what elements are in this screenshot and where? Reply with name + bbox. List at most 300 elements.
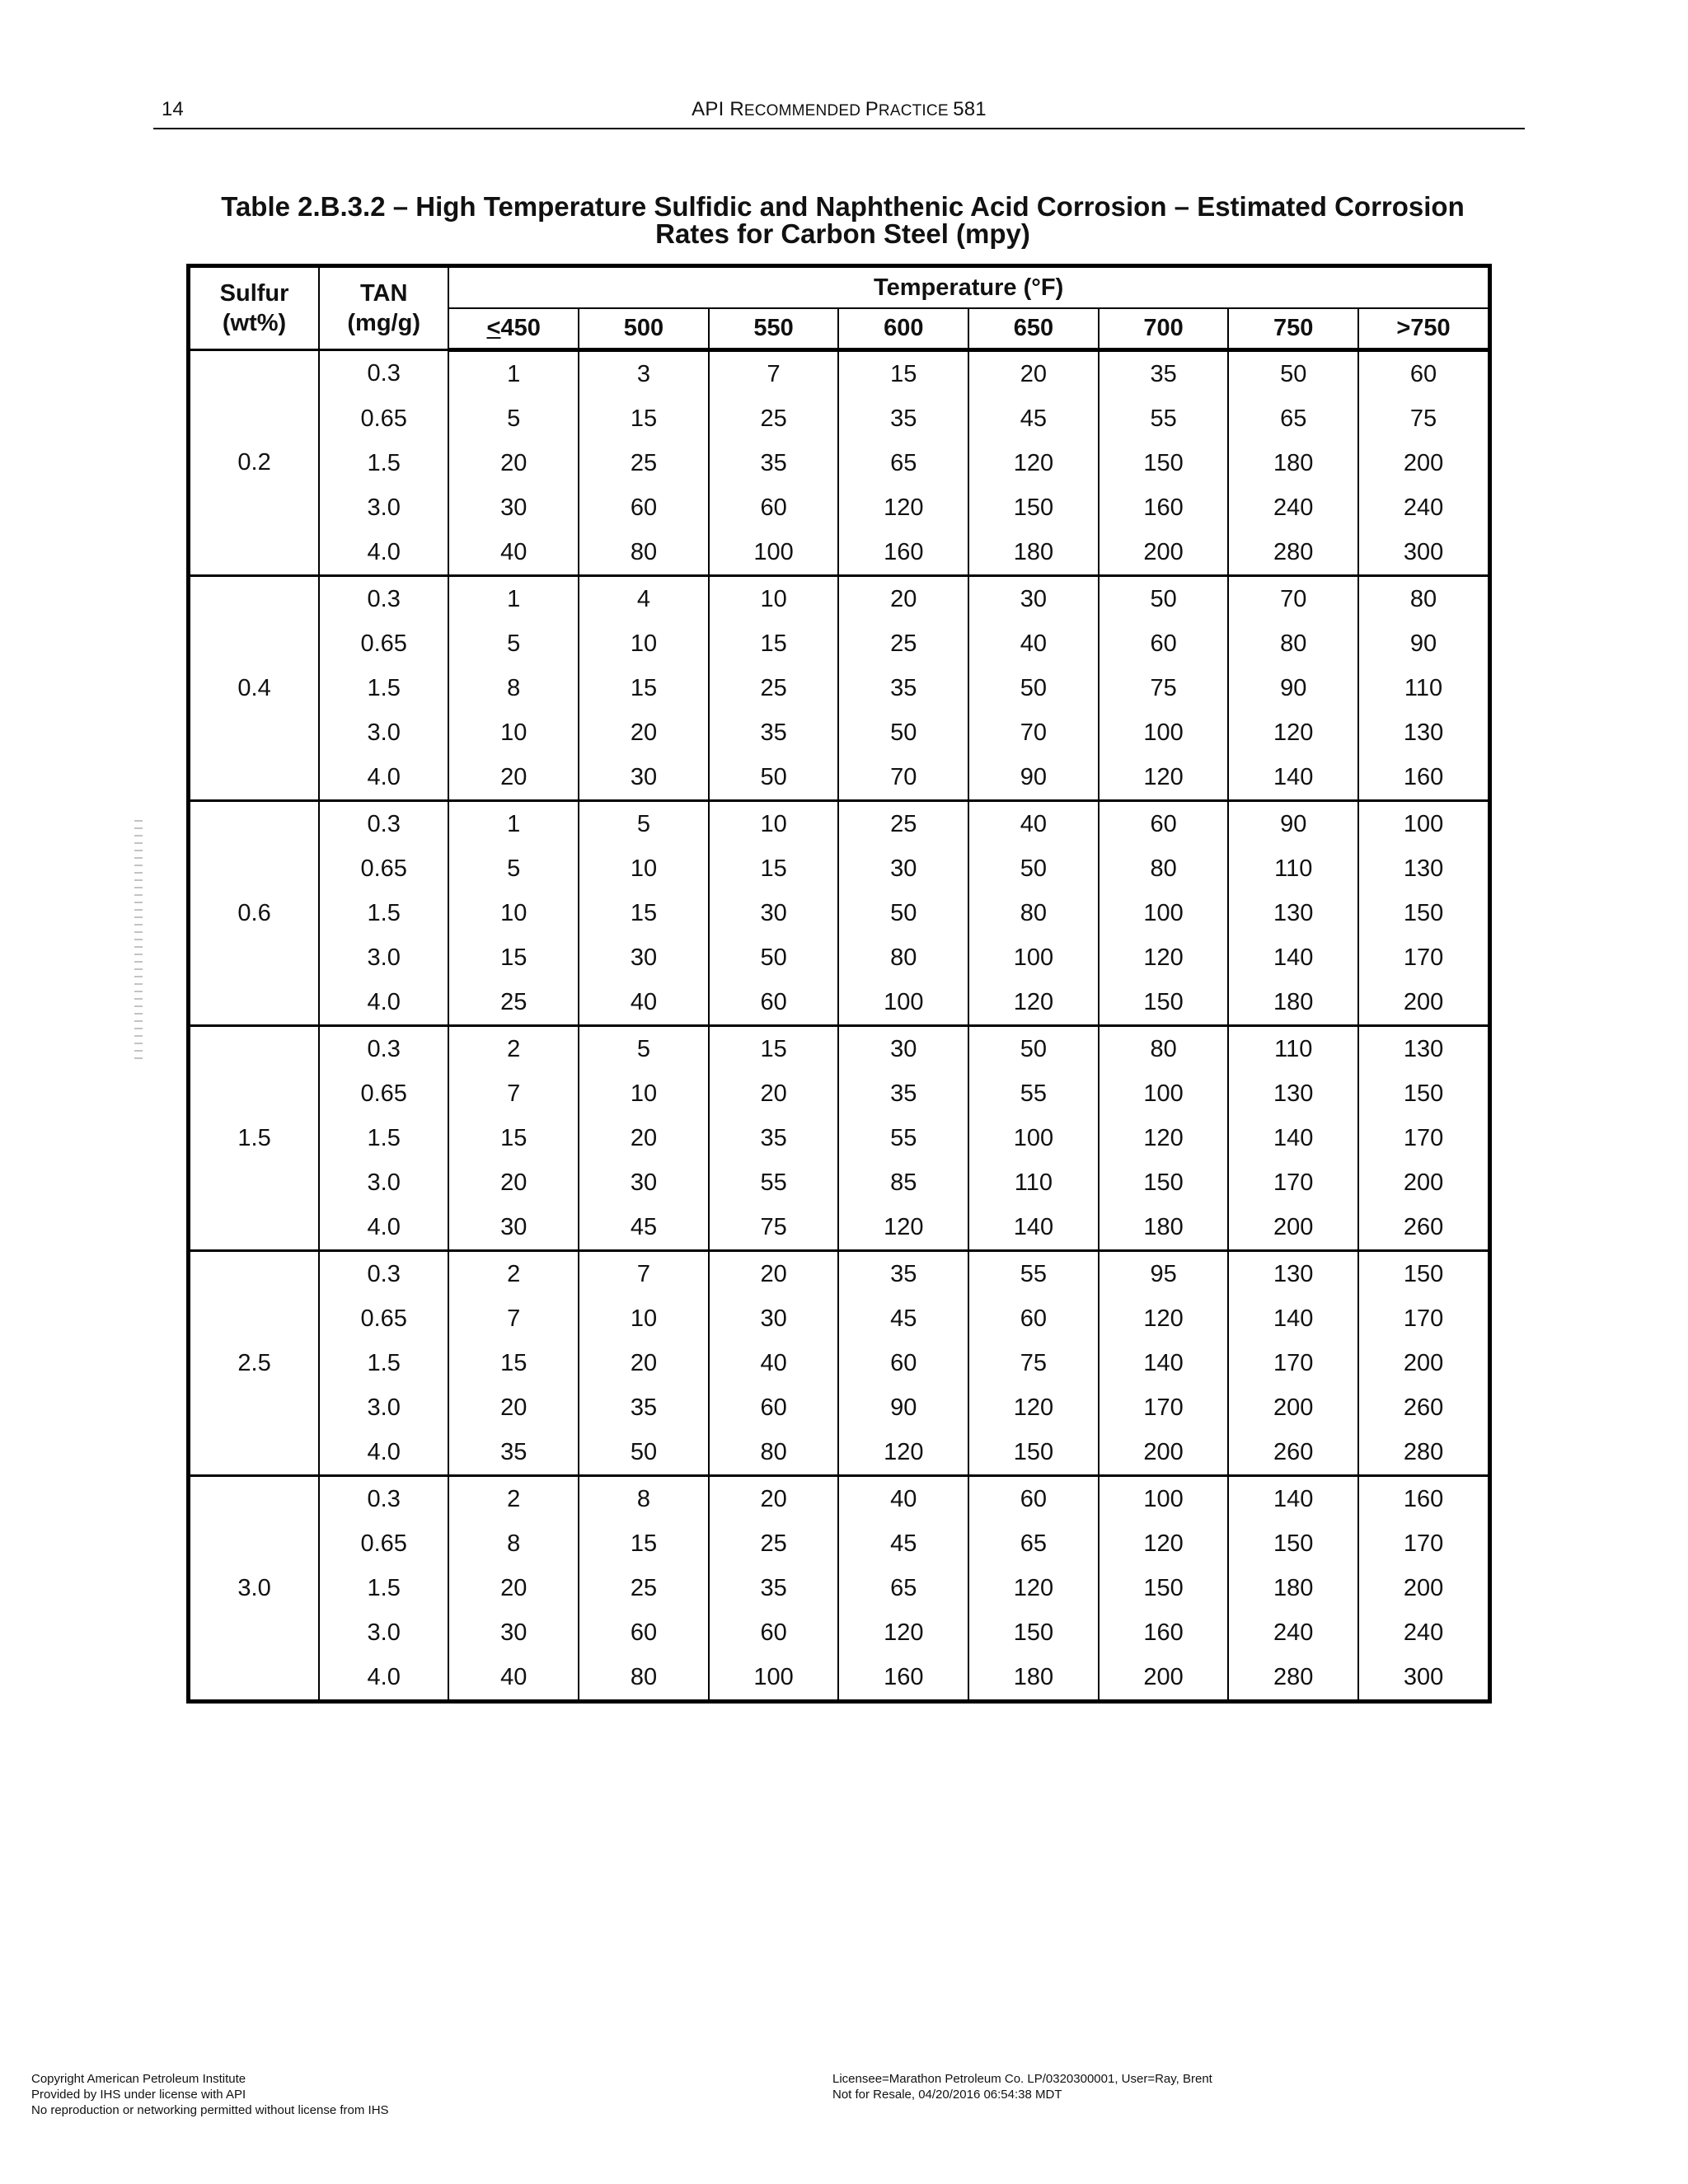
corrosion-rate-cell: 15 — [448, 1341, 579, 1385]
tan-value-cell: 4.0 — [319, 1205, 448, 1251]
corrosion-rate-cell: 120 — [1228, 710, 1358, 755]
corrosion-rate-cell: 60 — [1099, 621, 1229, 666]
table-row — [189, 1116, 1490, 1160]
corrosion-rate-cell: 80 — [579, 1655, 709, 1702]
corrosion-rate-cell: 35 — [448, 1430, 579, 1476]
corrosion-rate-cell: 100 — [1358, 801, 1489, 847]
corrosion-rate-cell: 120 — [1099, 935, 1229, 980]
table-row — [189, 710, 1490, 755]
corrosion-rate-cell: 100 — [838, 980, 968, 1026]
corrosion-rate-cell: 7 — [709, 350, 839, 397]
corrosion-rate-cell: 100 — [968, 935, 1099, 980]
corrosion-rate-cell: 180 — [1228, 441, 1358, 485]
corrosion-rate-cell: 40 — [448, 530, 579, 576]
corrosion-rate-cell: 120 — [838, 485, 968, 530]
table-row — [189, 350, 1490, 397]
corrosion-rate-cell: 140 — [1228, 755, 1358, 801]
corrosion-rate-cell: 60 — [968, 1476, 1099, 1522]
corrosion-rate-cell: 1 — [448, 576, 579, 622]
corrosion-rate-cell: 150 — [1358, 891, 1489, 935]
corrosion-rate-cell: 60 — [709, 485, 839, 530]
corrosion-rate-cell: 180 — [968, 1655, 1099, 1702]
corrosion-rate-cell: 1 — [448, 350, 579, 397]
table-row — [189, 1160, 1490, 1205]
tan-value-cell: 0.3 — [319, 1026, 448, 1072]
corrosion-rate-cell: 70 — [968, 710, 1099, 755]
corrosion-rate-cell: 120 — [1099, 1521, 1229, 1566]
corrosion-rate-cell: 200 — [1099, 530, 1229, 576]
corrosion-rate-cell: 150 — [1099, 980, 1229, 1026]
corrosion-rate-cell: 75 — [1358, 396, 1489, 441]
tan-value-cell: 0.65 — [319, 846, 448, 891]
corrosion-rate-cell: 140 — [1228, 1296, 1358, 1341]
corrosion-rate-cell: 150 — [968, 1430, 1099, 1476]
corrosion-rate-cell: 40 — [968, 621, 1099, 666]
table-row — [189, 935, 1490, 980]
corrosion-rate-cell: 50 — [709, 935, 839, 980]
corrosion-rate-cell: 10 — [448, 710, 579, 755]
corrosion-rate-cell: 80 — [579, 530, 709, 576]
corrosion-rate-cell: 20 — [448, 441, 579, 485]
corrosion-rate-cell: 45 — [968, 396, 1099, 441]
corrosion-rate-cell: 20 — [709, 1251, 839, 1297]
corrosion-rate-cell: 45 — [579, 1205, 709, 1251]
corrosion-rate-cell: 170 — [1358, 1116, 1489, 1160]
corrosion-rate-cell: 5 — [448, 396, 579, 441]
corrosion-rate-cell: 40 — [579, 980, 709, 1026]
corrosion-rate-cell: 55 — [968, 1251, 1099, 1297]
corrosion-rate-cell: 65 — [838, 1566, 968, 1610]
corrosion-rate-cell: 35 — [838, 1071, 968, 1116]
corrosion-rate-cell: 40 — [968, 801, 1099, 847]
corrosion-rate-cell: 80 — [838, 935, 968, 980]
table-row — [189, 485, 1490, 530]
corrosion-rate-cell: 50 — [1099, 576, 1229, 622]
corrosion-rate-cell: 160 — [838, 530, 968, 576]
page-number: 14 — [162, 98, 184, 120]
corrosion-rate-cell: 120 — [1099, 1296, 1229, 1341]
corrosion-rate-cell: 7 — [448, 1296, 579, 1341]
corrosion-rate-cell: 240 — [1358, 485, 1489, 530]
corrosion-rate-cell: 20 — [709, 1071, 839, 1116]
temperature-column-header: >750 — [1358, 308, 1489, 350]
temperature-column-header: 600 — [838, 308, 968, 350]
corrosion-rate-cell: 30 — [579, 935, 709, 980]
corrosion-rate-cell: 200 — [1358, 1566, 1489, 1610]
sulfur-value-cell: 0.4 — [189, 576, 320, 801]
corrosion-rate-cell: 35 — [709, 441, 839, 485]
corrosion-rate-cell: 10 — [579, 621, 709, 666]
corrosion-rate-cell: 140 — [1099, 1341, 1229, 1385]
corrosion-rate-cell: 90 — [838, 1385, 968, 1430]
corrosion-rate-cell: 20 — [448, 1566, 579, 1610]
corrosion-rate-cell: 100 — [1099, 1476, 1229, 1522]
corrosion-rate-cell: 200 — [1099, 1655, 1229, 1702]
corrosion-rate-cell: 65 — [838, 441, 968, 485]
tan-value-cell: 1.5 — [319, 1116, 448, 1160]
corrosion-rate-cell: 30 — [838, 1026, 968, 1072]
corrosion-rate-cell: 130 — [1228, 1251, 1358, 1297]
corrosion-rate-cell: 160 — [1099, 485, 1229, 530]
tan-value-cell: 0.3 — [319, 1251, 448, 1297]
table-row — [189, 441, 1490, 485]
corrosion-rate-cell: 170 — [1358, 1521, 1489, 1566]
corrosion-rate-cell: 200 — [1358, 1341, 1489, 1385]
table-row — [189, 621, 1490, 666]
corrosion-rate-cell: 50 — [838, 710, 968, 755]
tan-value-cell: 1.5 — [319, 666, 448, 710]
corrosion-rate-cell: 10 — [579, 1071, 709, 1116]
corrosion-rate-cell: 85 — [838, 1160, 968, 1205]
corrosion-rate-cell: 35 — [709, 1116, 839, 1160]
corrosion-rate-cell: 2 — [448, 1026, 579, 1072]
corrosion-rate-cell: 40 — [448, 1655, 579, 1702]
corrosion-rate-cell: 20 — [709, 1476, 839, 1522]
corrosion-rate-cell: 25 — [709, 666, 839, 710]
tan-value-cell: 3.0 — [319, 1610, 448, 1655]
corrosion-rate-cell: 240 — [1358, 1610, 1489, 1655]
corrosion-rate-cell: 20 — [579, 1116, 709, 1160]
corrosion-rate-cell: 60 — [1358, 350, 1489, 397]
corrosion-rate-cell: 15 — [448, 1116, 579, 1160]
corrosion-rate-cell: 2 — [448, 1251, 579, 1297]
corrosion-rate-cell: 80 — [1228, 621, 1358, 666]
table-caption-line-2: Rates for Carbon Steel (mpy) — [655, 218, 1030, 249]
corrosion-rate-cell: 100 — [709, 530, 839, 576]
corrosion-rate-cell: 80 — [1358, 576, 1489, 622]
temperature-column-header: <450 — [448, 308, 579, 350]
footer-license: Licensee=Marathon Petroleum Co. LP/0320300001, User=Ray, Brent Not for Resale, 04/20/2016 06:54:38 MDT — [832, 2072, 1212, 2102]
tan-value-cell: 0.65 — [319, 621, 448, 666]
corrosion-rate-cell: 15 — [579, 396, 709, 441]
corrosion-rate-cell: 60 — [579, 485, 709, 530]
corrosion-rate-cell: 130 — [1358, 846, 1489, 891]
corrosion-rate-cell: 25 — [709, 1521, 839, 1566]
corrosion-rate-cell: 90 — [1228, 801, 1358, 847]
corrosion-rate-cell: 100 — [1099, 1071, 1229, 1116]
corrosion-rate-cell: 100 — [1099, 891, 1229, 935]
corrosion-rate-cell: 30 — [968, 576, 1099, 622]
table-row — [189, 1071, 1490, 1116]
table-caption — [165, 193, 1521, 247]
corrosion-rate-cell: 15 — [709, 846, 839, 891]
corrosion-rate-cell: 180 — [1228, 1566, 1358, 1610]
corrosion-rate-cell: 1 — [448, 801, 579, 847]
tan-value-cell: 4.0 — [319, 1430, 448, 1476]
corrosion-rate-cell: 20 — [579, 1341, 709, 1385]
corrosion-rate-cell: 30 — [579, 755, 709, 801]
corrosion-rate-cell: 60 — [838, 1341, 968, 1385]
corrosion-rate-cell: 150 — [1228, 1521, 1358, 1566]
corrosion-rate-cell: 55 — [709, 1160, 839, 1205]
corrosion-rate-cell: 35 — [838, 666, 968, 710]
corrosion-rate-cell: 240 — [1228, 485, 1358, 530]
table-row — [189, 530, 1490, 576]
corrosion-rate-cell: 280 — [1228, 530, 1358, 576]
corrosion-rate-cell: 120 — [968, 441, 1099, 485]
corrosion-rate-cell: 50 — [838, 891, 968, 935]
corrosion-rate-cell: 120 — [838, 1205, 968, 1251]
corrosion-rate-cell: 120 — [838, 1610, 968, 1655]
corrosion-rate-cell: 5 — [448, 621, 579, 666]
corrosion-rate-cell: 130 — [1358, 710, 1489, 755]
table-row — [189, 846, 1490, 891]
corrosion-rate-cell: 50 — [709, 755, 839, 801]
corrosion-rate-cell: 180 — [968, 530, 1099, 576]
corrosion-rate-cell: 2 — [448, 1476, 579, 1522]
corrosion-rate-cell: 120 — [968, 1566, 1099, 1610]
corrosion-rate-cell: 160 — [1099, 1610, 1229, 1655]
corrosion-rate-cell: 35 — [709, 710, 839, 755]
corrosion-rate-cell: 100 — [709, 1655, 839, 1702]
temperature-header: Temperature (°F) — [448, 266, 1489, 309]
corrosion-rate-cell: 170 — [1228, 1160, 1358, 1205]
table-row — [189, 755, 1490, 801]
tan-value-cell: 0.3 — [319, 350, 448, 397]
table-row — [189, 980, 1490, 1026]
sulfur-value-cell: 2.5 — [189, 1251, 320, 1476]
corrosion-rate-cell: 70 — [838, 755, 968, 801]
corrosion-rate-cell: 50 — [968, 846, 1099, 891]
corrosion-rate-cell: 5 — [579, 1026, 709, 1072]
corrosion-rate-cell: 260 — [1358, 1205, 1489, 1251]
corrosion-rate-cell: 30 — [448, 1610, 579, 1655]
corrosion-rate-cell: 30 — [579, 1160, 709, 1205]
corrosion-rate-cell: 60 — [579, 1610, 709, 1655]
tan-value-cell: 3.0 — [319, 1160, 448, 1205]
corrosion-rate-cell: 30 — [448, 1205, 579, 1251]
corrosion-rate-cell: 40 — [709, 1341, 839, 1385]
temperature-column-header: 750 — [1228, 308, 1358, 350]
corrosion-rate-cell: 40 — [838, 1476, 968, 1522]
tan-value-cell: 3.0 — [319, 710, 448, 755]
corrosion-rate-cell: 140 — [1228, 1476, 1358, 1522]
tan-value-cell: 4.0 — [319, 1655, 448, 1702]
table-row — [189, 1385, 1490, 1430]
sulfur-value-cell: 1.5 — [189, 1026, 320, 1251]
corrosion-rate-cell: 45 — [838, 1296, 968, 1341]
corrosion-rate-cell: 75 — [968, 1341, 1099, 1385]
corrosion-rate-cell: 110 — [968, 1160, 1099, 1205]
corrosion-rate-cell: 130 — [1228, 891, 1358, 935]
sulfur-value-cell: 0.2 — [189, 350, 320, 576]
corrosion-rate-cell: 65 — [1228, 396, 1358, 441]
table-row — [189, 1430, 1490, 1476]
corrosion-rate-cell: 200 — [1228, 1205, 1358, 1251]
corrosion-rate-cell: 10 — [709, 576, 839, 622]
corrosion-rate-cell: 150 — [1358, 1071, 1489, 1116]
corrosion-rate-cell: 5 — [448, 846, 579, 891]
corrosion-rate-cell: 170 — [1228, 1341, 1358, 1385]
running-title: API RECOMMENDED PRACTICE 581 — [692, 98, 987, 120]
corrosion-rate-cell: 50 — [1228, 350, 1358, 397]
table-row — [189, 1341, 1490, 1385]
page-header — [153, 96, 1525, 129]
table-row — [189, 396, 1490, 441]
corrosion-rate-cell: 8 — [448, 1521, 579, 1566]
corrosion-rate-cell: 7 — [448, 1071, 579, 1116]
table-row — [189, 1296, 1490, 1341]
corrosion-rate-cell: 60 — [1099, 801, 1229, 847]
table-row — [189, 891, 1490, 935]
corrosion-rate-cell: 180 — [1228, 980, 1358, 1026]
corrosion-rate-cell: 180 — [1099, 1205, 1229, 1251]
corrosion-rate-cell: 90 — [968, 755, 1099, 801]
corrosion-rate-cell: 100 — [968, 1116, 1099, 1160]
corrosion-rate-cell: 160 — [838, 1655, 968, 1702]
corrosion-rate-cell: 50 — [968, 666, 1099, 710]
corrosion-rate-cell: 70 — [1228, 576, 1358, 622]
tan-value-cell: 0.3 — [319, 801, 448, 847]
corrosion-rate-cell: 30 — [448, 485, 579, 530]
corrosion-rate-cell: 55 — [1099, 396, 1229, 441]
corrosion-rate-cell: 90 — [1358, 621, 1489, 666]
corrosion-rate-cell: 7 — [579, 1251, 709, 1297]
corrosion-rate-cell: 150 — [1099, 1160, 1229, 1205]
tan-value-cell: 0.65 — [319, 1521, 448, 1566]
corrosion-rate-cell: 280 — [1228, 1655, 1358, 1702]
corrosion-rate-cell: 55 — [968, 1071, 1099, 1116]
corrosion-rate-cell: 30 — [838, 846, 968, 891]
corrosion-rate-cell: 8 — [448, 666, 579, 710]
tan-value-cell: 3.0 — [319, 1385, 448, 1430]
table-row — [189, 666, 1490, 710]
corrosion-rate-cell: 30 — [709, 1296, 839, 1341]
corrosion-rate-cell: 100 — [1099, 710, 1229, 755]
table-row — [189, 1610, 1490, 1655]
sulfur-column-header: Sulfur (wt%) — [189, 266, 320, 350]
corrosion-rate-cell: 5 — [579, 801, 709, 847]
tan-value-cell: 0.3 — [319, 1476, 448, 1522]
corrosion-rate-table — [186, 264, 1492, 1704]
corrosion-rate-cell: 15 — [579, 666, 709, 710]
table-row — [189, 1655, 1490, 1702]
corrosion-rate-cell: 140 — [1228, 935, 1358, 980]
sulfur-value-cell: 3.0 — [189, 1476, 320, 1702]
corrosion-rate-cell: 35 — [579, 1385, 709, 1430]
corrosion-rate-cell: 150 — [968, 485, 1099, 530]
corrosion-rate-cell: 20 — [579, 710, 709, 755]
corrosion-rate-cell: 95 — [1099, 1251, 1229, 1297]
corrosion-rate-cell: 200 — [1358, 1160, 1489, 1205]
corrosion-rate-cell: 300 — [1358, 530, 1489, 576]
corrosion-rate-cell: 80 — [1099, 846, 1229, 891]
tan-value-cell: 1.5 — [319, 891, 448, 935]
corrosion-rate-cell: 4 — [579, 576, 709, 622]
corrosion-rate-cell: 260 — [1358, 1385, 1489, 1430]
corrosion-rate-cell: 30 — [709, 891, 839, 935]
tan-value-cell: 0.65 — [319, 396, 448, 441]
table-body — [189, 350, 1490, 1702]
corrosion-rate-cell: 60 — [709, 1385, 839, 1430]
table-row — [189, 1566, 1490, 1610]
tan-value-cell: 1.5 — [319, 1566, 448, 1610]
tan-value-cell: 3.0 — [319, 485, 448, 530]
temperature-column-header: 500 — [579, 308, 709, 350]
corrosion-rate-cell: 25 — [838, 801, 968, 847]
corrosion-rate-cell: 130 — [1228, 1071, 1358, 1116]
corrosion-rate-cell: 200 — [1358, 980, 1489, 1026]
corrosion-rate-cell: 80 — [968, 891, 1099, 935]
corrosion-rate-cell: 80 — [709, 1430, 839, 1476]
corrosion-rate-cell: 50 — [968, 1026, 1099, 1072]
corrosion-rate-cell: 160 — [1358, 755, 1489, 801]
corrosion-rate-cell: 20 — [448, 1385, 579, 1430]
corrosion-rate-cell: 120 — [1099, 1116, 1229, 1160]
tan-value-cell: 0.3 — [319, 576, 448, 622]
corrosion-rate-cell: 150 — [968, 1610, 1099, 1655]
temperature-column-header: 650 — [968, 308, 1099, 350]
corrosion-rate-cell: 120 — [968, 1385, 1099, 1430]
corrosion-rate-cell: 15 — [579, 891, 709, 935]
corrosion-rate-cell: 60 — [709, 980, 839, 1026]
corrosion-rate-cell: 60 — [968, 1296, 1099, 1341]
corrosion-rate-cell: 200 — [1228, 1385, 1358, 1430]
corrosion-rate-cell: 150 — [1358, 1251, 1489, 1297]
table-row — [189, 1521, 1490, 1566]
corrosion-rate-cell: 25 — [579, 1566, 709, 1610]
corrosion-rate-cell: 15 — [838, 350, 968, 397]
corrosion-rate-cell: 15 — [579, 1521, 709, 1566]
corrosion-rate-cell: 25 — [579, 441, 709, 485]
corrosion-rate-cell: 170 — [1358, 1296, 1489, 1341]
tan-value-cell: 4.0 — [319, 530, 448, 576]
table-row — [189, 801, 1490, 847]
corrosion-rate-cell: 110 — [1358, 666, 1489, 710]
temperature-column-header: 550 — [709, 308, 839, 350]
corrosion-rate-cell: 140 — [968, 1205, 1099, 1251]
tan-value-cell: 4.0 — [319, 755, 448, 801]
corrosion-rate-cell: 15 — [448, 935, 579, 980]
corrosion-rate-cell: 35 — [838, 1251, 968, 1297]
corrosion-rate-cell: 3 — [579, 350, 709, 397]
corrosion-rate-cell: 10 — [448, 891, 579, 935]
temperature-column-header: 700 — [1099, 308, 1229, 350]
corrosion-rate-cell: 60 — [709, 1610, 839, 1655]
corrosion-rate-cell: 200 — [1358, 441, 1489, 485]
corrosion-rate-cell: 120 — [1099, 755, 1229, 801]
corrosion-rate-cell: 50 — [579, 1430, 709, 1476]
corrosion-rate-cell: 300 — [1358, 1655, 1489, 1702]
corrosion-rate-cell: 140 — [1228, 1116, 1358, 1160]
corrosion-rate-cell: 25 — [838, 621, 968, 666]
corrosion-rate-cell: 240 — [1228, 1610, 1358, 1655]
corrosion-rate-cell: 200 — [1099, 1430, 1229, 1476]
table-row — [189, 1026, 1490, 1072]
margin-scan-marks — [134, 820, 143, 1059]
corrosion-rate-cell: 35 — [838, 396, 968, 441]
corrosion-rate-cell: 75 — [709, 1205, 839, 1251]
tan-value-cell: 0.65 — [319, 1071, 448, 1116]
corrosion-rate-cell: 10 — [579, 1296, 709, 1341]
tan-value-cell: 4.0 — [319, 980, 448, 1026]
corrosion-rate-cell: 25 — [448, 980, 579, 1026]
table-row — [189, 1476, 1490, 1522]
corrosion-rate-cell: 65 — [968, 1521, 1099, 1566]
corrosion-rate-cell: 8 — [579, 1476, 709, 1522]
corrosion-rate-cell: 170 — [1099, 1385, 1229, 1430]
corrosion-rate-cell: 55 — [838, 1116, 968, 1160]
table-row — [189, 1251, 1490, 1297]
corrosion-rate-cell: 110 — [1228, 846, 1358, 891]
tan-value-cell: 3.0 — [319, 935, 448, 980]
corrosion-rate-cell: 170 — [1358, 935, 1489, 980]
corrosion-rate-cell: 90 — [1228, 666, 1358, 710]
tan-value-cell: 1.5 — [319, 1341, 448, 1385]
tan-value-cell: 1.5 — [319, 441, 448, 485]
corrosion-rate-cell: 120 — [968, 980, 1099, 1026]
corrosion-rate-cell: 15 — [709, 621, 839, 666]
